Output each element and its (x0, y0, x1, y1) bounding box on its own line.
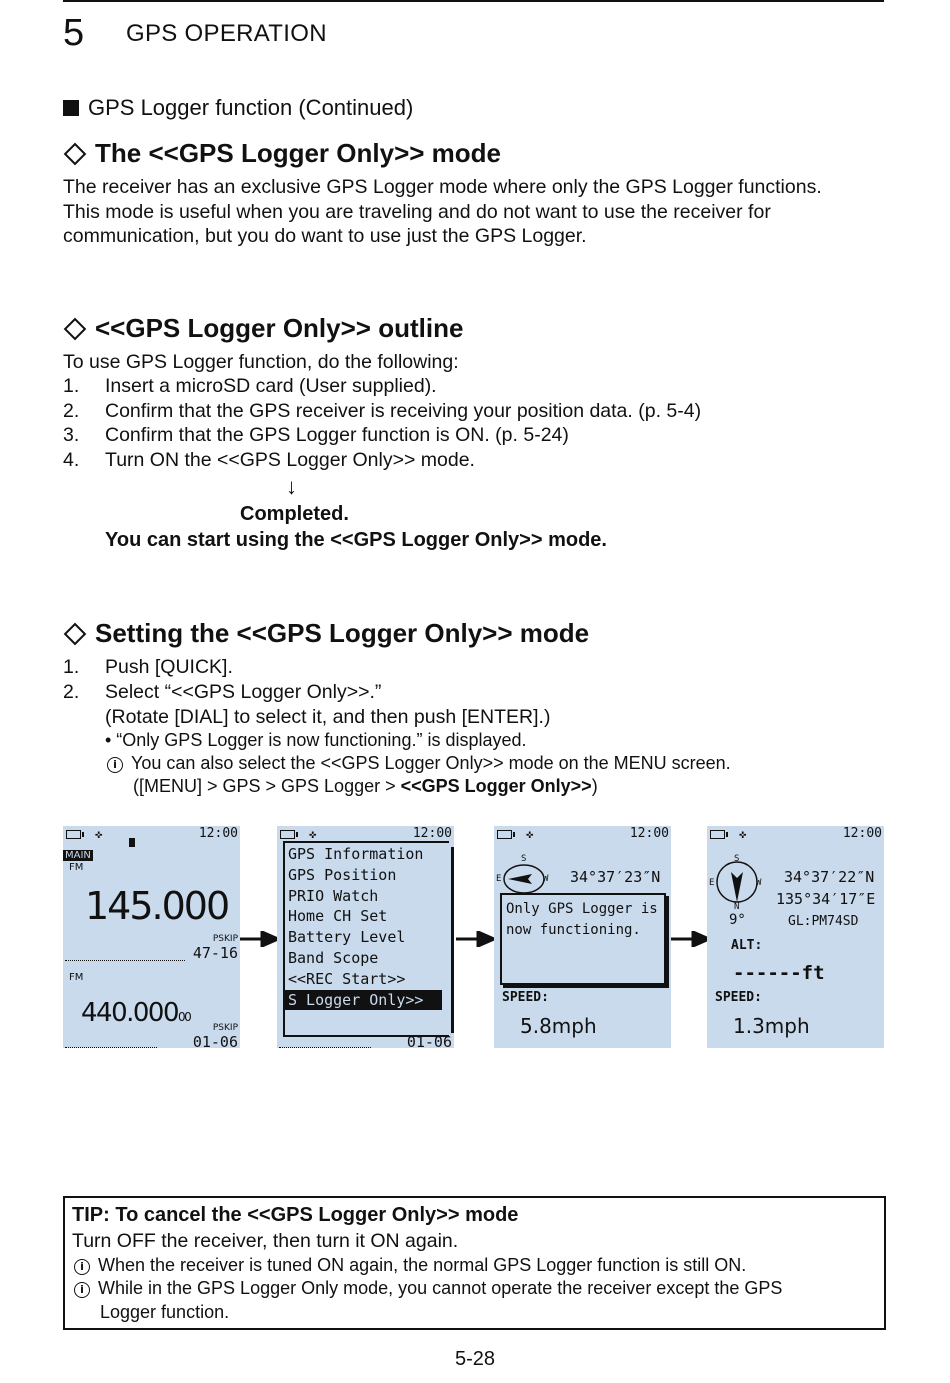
menu-item-selected[interactable]: S Logger Only>> (285, 990, 442, 1011)
result-text: You can start using the <<GPS Logger Only>> mode. (105, 529, 607, 551)
menu-item[interactable]: GPS Position (288, 865, 397, 884)
pskip-label-sub: PSKIP (212, 1023, 238, 1033)
clock: 12:00 (629, 826, 669, 841)
outline-title: <<GPS Logger Only>> outline (95, 313, 464, 343)
sub-frequency: 440.00000 (81, 998, 191, 1028)
main-label: MAIN (65, 850, 91, 861)
info-icon: i (107, 757, 123, 773)
alt-label: ALT: (731, 938, 763, 953)
outline-intro: To use GPS Logger function, do the following: (63, 351, 459, 373)
compass-label-w: W (543, 874, 549, 884)
square-bullet-icon (63, 100, 79, 116)
menu-item[interactable]: Battery Level (288, 928, 406, 947)
diamond-icon (64, 142, 87, 165)
tip-line: Turn OFF the receiver, then turn it ON again. (72, 1230, 459, 1252)
main-frequency: 145.000 (85, 884, 229, 928)
mode-paragraph (63, 175, 893, 249)
paragraph-line: The receiver has an exclusive GPS Logger mode where only the GPS Logger functions. (63, 176, 822, 198)
battery-icon (497, 830, 512, 839)
setting-step-2-sub: (Rotate [DIAL] to select it, and then push [ENTER].) (105, 706, 551, 728)
chapter-title: GPS OPERATION (126, 20, 327, 47)
paragraph-line: This mode is useful when you are traveling and do not want to use the receiver for (63, 200, 771, 223)
down-arrow-icon: ↓ (286, 474, 297, 499)
grid-locator: GL:PM74SD (788, 914, 859, 929)
page-number: 5-28 (454, 1348, 496, 1370)
menu-item[interactable]: Home CH Set (288, 907, 388, 926)
chapter-number: 5 (63, 12, 85, 54)
tip-box (63, 1196, 886, 1330)
speed-label: SPEED: (502, 990, 549, 1005)
tip-title: TIP: To cancel the <<GPS Logger Only>> mode (72, 1204, 519, 1226)
setting-note: i You can also select the <<GPS Logger Only>> mode on the MENU screen. (107, 752, 731, 775)
gps-icon: ✜ (95, 827, 103, 841)
pskip-label: PSKIP (212, 934, 238, 944)
outline-heading (63, 313, 463, 344)
speed-label: SPEED: (715, 990, 762, 1005)
setting-step-1: 1. Push [QUICK]. (63, 656, 233, 678)
meter-bar (279, 1047, 371, 1048)
screen-frequency (63, 826, 240, 1048)
compass-label-e: E (496, 874, 502, 884)
sd-card-icon (129, 838, 135, 847)
outline-step: 2. Confirm that the GPS receiver is receiving your position data. (p. 5-4) (63, 400, 702, 422)
screen-quick-menu (277, 826, 454, 1048)
mode-heading (63, 138, 501, 169)
setting-step-2: 2. Select “<<GPS Logger Only>>.” (63, 681, 382, 703)
setting-bullet: • “Only GPS Logger is now functioning.” is displayed. (105, 730, 527, 750)
speed-value: 5.8mph (520, 1014, 597, 1038)
heading-value: 9° (729, 912, 746, 928)
speed-value: 1.3mph (733, 1014, 810, 1038)
latitude: 34°37′22″N (784, 868, 875, 886)
battery-icon (710, 830, 725, 839)
quick-menu-list (283, 841, 449, 1037)
compass-label-s: S (734, 854, 740, 864)
longitude: 135°34′17″E (776, 890, 876, 908)
section-heading (63, 95, 413, 121)
outline-step: 1. Insert a microSD card (User supplied). (63, 375, 437, 397)
menu-item[interactable]: PRIO Watch (288, 886, 379, 905)
setting-heading (63, 618, 589, 649)
clock: 12:00 (198, 826, 238, 841)
setting-note-path: ([MENU] > GPS > GPS Logger > <<GPS Logger Only>>) (133, 776, 598, 796)
battery-icon (280, 830, 295, 839)
tip-note-2: i While in the GPS Logger Only mode, you cannot operate the receiver except the GPS (74, 1278, 782, 1299)
screen-logger-popup (494, 826, 671, 1048)
outline-step: 4. Turn ON the <<GPS Logger Only>> mode. (63, 449, 475, 471)
completed-text: Completed. (240, 503, 349, 525)
screen-gps-logger-only (707, 826, 884, 1048)
mode-label-sub: FM (69, 972, 84, 983)
popup-line: now functioning. (506, 922, 641, 938)
info-icon: i (74, 1282, 90, 1298)
compass-label-e: E (709, 878, 715, 888)
setting-title: Setting the <<GPS Logger Only>> mode (95, 618, 590, 648)
latitude: 34°37′23″N (570, 868, 661, 886)
channel-sub: 01-06 (406, 1033, 452, 1048)
scrollbar[interactable] (451, 847, 454, 1033)
compass-label-n: N (734, 902, 740, 912)
menu-item[interactable]: <<REC Start>> (288, 969, 406, 988)
diamond-icon (64, 622, 87, 645)
clock: 12:00 (842, 826, 882, 841)
outline-step: 3. Confirm that the GPS Logger function is ON. (p. 5-24) (63, 424, 569, 446)
gps-icon: ✜ (739, 827, 747, 841)
info-icon: i (74, 1259, 90, 1275)
alt-value: ------ft (733, 962, 825, 984)
compass-label-s: S (521, 854, 527, 864)
diamond-icon (64, 317, 87, 340)
mode-title: The <<GPS Logger Only>> mode (95, 138, 501, 168)
channel-main: 47-16 (192, 944, 238, 962)
menu-item[interactable]: Band Scope (288, 948, 379, 967)
tip-note-2-cont: Logger function. (100, 1302, 230, 1322)
channel-sub: 01-06 (192, 1033, 238, 1048)
arrow-right-icon (240, 931, 280, 947)
meter-bar-sub (65, 1047, 157, 1048)
section-title: GPS Logger function (Continued) (88, 95, 414, 120)
meter-bar (65, 960, 185, 961)
clock: 12:00 (412, 826, 452, 841)
menu-item[interactable]: GPS Information (288, 845, 424, 863)
gps-icon: ✜ (309, 827, 317, 841)
popup-dialog (500, 893, 666, 985)
arrow-right-icon (671, 931, 711, 947)
tip-note-1: i When the receiver is tuned ON again, the normal GPS Logger function is still ON. (74, 1255, 746, 1276)
mode-label: FM (69, 862, 84, 873)
battery-icon (66, 830, 81, 839)
popup-line: Only GPS Logger is (506, 901, 658, 917)
gps-icon: ✜ (526, 827, 534, 841)
compass-label-w: W (756, 878, 762, 888)
arrow-right-icon (456, 931, 496, 947)
top-rule (63, 0, 884, 2)
paragraph-line: communication, but you do want to use just the GPS Logger. (63, 225, 587, 247)
